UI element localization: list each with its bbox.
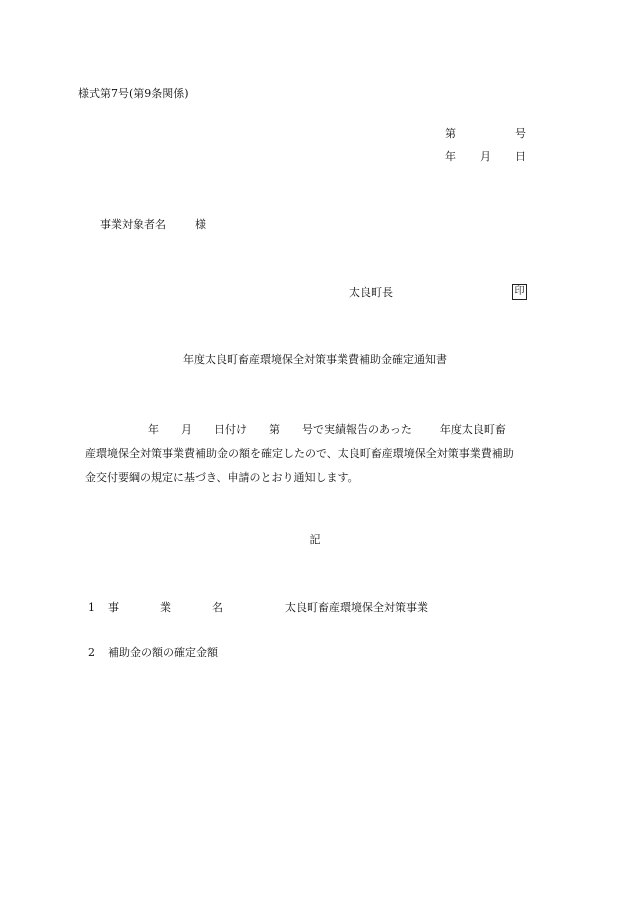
body-line-3: 金交付要綱の規定に基づき、申請のとおり通知します。 [85, 471, 359, 484]
addressee-honorific: 様 [195, 218, 206, 231]
body-year-label: 年 [148, 423, 159, 436]
date-year-label: 年 [445, 150, 456, 163]
item-2-number: 2 [88, 646, 95, 659]
body-paragraph [85, 418, 555, 490]
date-day-label: 日 [515, 150, 526, 163]
body-no-label: 第 [269, 423, 280, 436]
item-1-label-char-3: 名 [212, 601, 223, 614]
body-report-text: 号で実績報告のあった [302, 423, 412, 436]
body-dated-label: 日付け [214, 423, 247, 436]
addressee [100, 218, 206, 232]
item-2-label: 補助金の額の確定金額 [108, 646, 218, 659]
item-1-label-char-1: 事 [108, 601, 119, 614]
body-month-label: 月 [181, 423, 192, 436]
date-month-label: 月 [480, 150, 491, 163]
body-line-1 [85, 418, 555, 442]
ki-heading: 記 [309, 533, 321, 546]
item-1-number: 1 [88, 601, 95, 614]
body-fiscal-text: 年度太良町畜 [439, 423, 506, 436]
seal-stamp: 印 [512, 284, 527, 300]
doc-number-prefix: 第 [445, 127, 456, 140]
addressee-name: 事業対象者名 [100, 218, 166, 231]
form-id: 様式第7号(第9条関係) [78, 87, 189, 100]
doc-number-suffix: 号 [515, 127, 526, 140]
document-title: 年度太良町畜産環境保全対策事業費補助金確定通知書 [183, 353, 447, 366]
item-1-value: 太良町畜産環境保全対策事業 [285, 601, 428, 614]
item-1-label-char-2: 業 [160, 601, 171, 614]
sender-name: 太良町長 [349, 286, 393, 299]
body-line-2: 産環境保全対策事業費補助金の額を確定したので、太良町畜産環境保全対策事業費補助 [85, 447, 514, 460]
